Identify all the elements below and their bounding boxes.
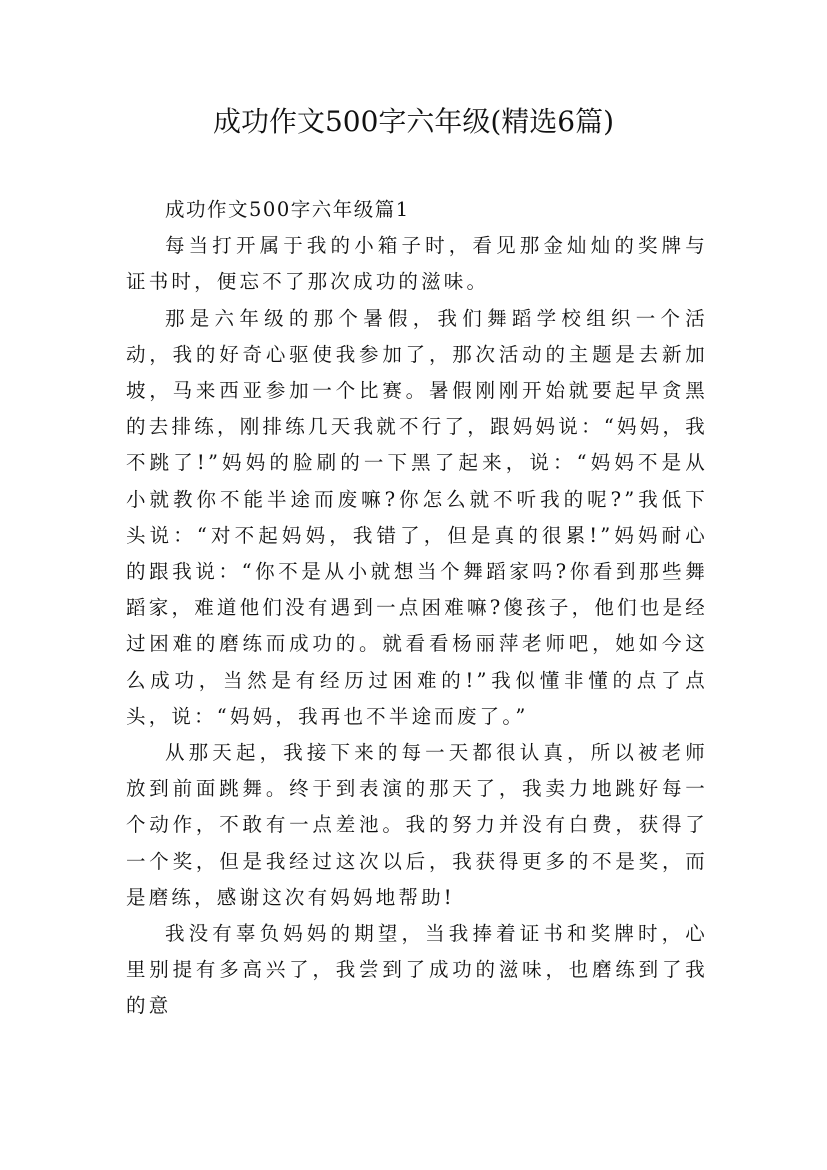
paragraph-4: 我没有辜负妈妈的期望，当我捧着证书和奖牌时，心里别提有多高兴了，我尝到了成功的滋味，也磨练到了我的意	[126, 922, 708, 1018]
section-heading: 成功作文500字六年级篇1	[165, 198, 410, 221]
document-title: 成功作文500字六年级(精选6篇)	[212, 105, 615, 138]
paragraph-3: 从那天起，我接下来的每一天都很认真，所以被老师放到前面跳舞。终于到表演的那天了，我卖力地跳好每一个动作，不敢有一点差池。我的努力并没有白费，获得了一个奖，但是我经过这次以后，我获得更多的不是奖，而是磨练，感谢这次有妈妈地帮助!	[126, 741, 708, 909]
paragraph-2: 那是六年级的那个暑假，我们舞蹈学校组织一个活动，我的好奇心驱使我参加了，那次活动的主题是去新加坡，马来西亚参加一个比赛。暑假刚刚开始就要起早贪黑的去排练，刚排练几天我就不行了，跟妈妈说：“妈妈，我不跳了!”妈妈的脸刷的一下黑了起来，说：“妈妈不是从小就教你不能半途而废嘛?你怎么就不听我的呢?”我低下头说：“对不起妈妈，我错了，但是真的很累!”妈妈耐心的跟我说：“你不是从小就想当个舞蹈家吗?你看到那些舞蹈家，难道他们没有遇到一点困难嘛?傻孩子，他们也是经过困难的磨练而成功的。就看看杨丽萍老师吧，她如今这么成功，当然是有经历过困难的!”我似懂非懂的点了点头，说：“妈妈，我再也不半途而废了。”	[126, 306, 708, 728]
document-body	[126, 192, 708, 1025]
paragraph-1: 每当打开属于我的小箱子时，看见那金灿灿的奖牌与证书时，便忘不了那次成功的滋味。	[126, 234, 708, 294]
